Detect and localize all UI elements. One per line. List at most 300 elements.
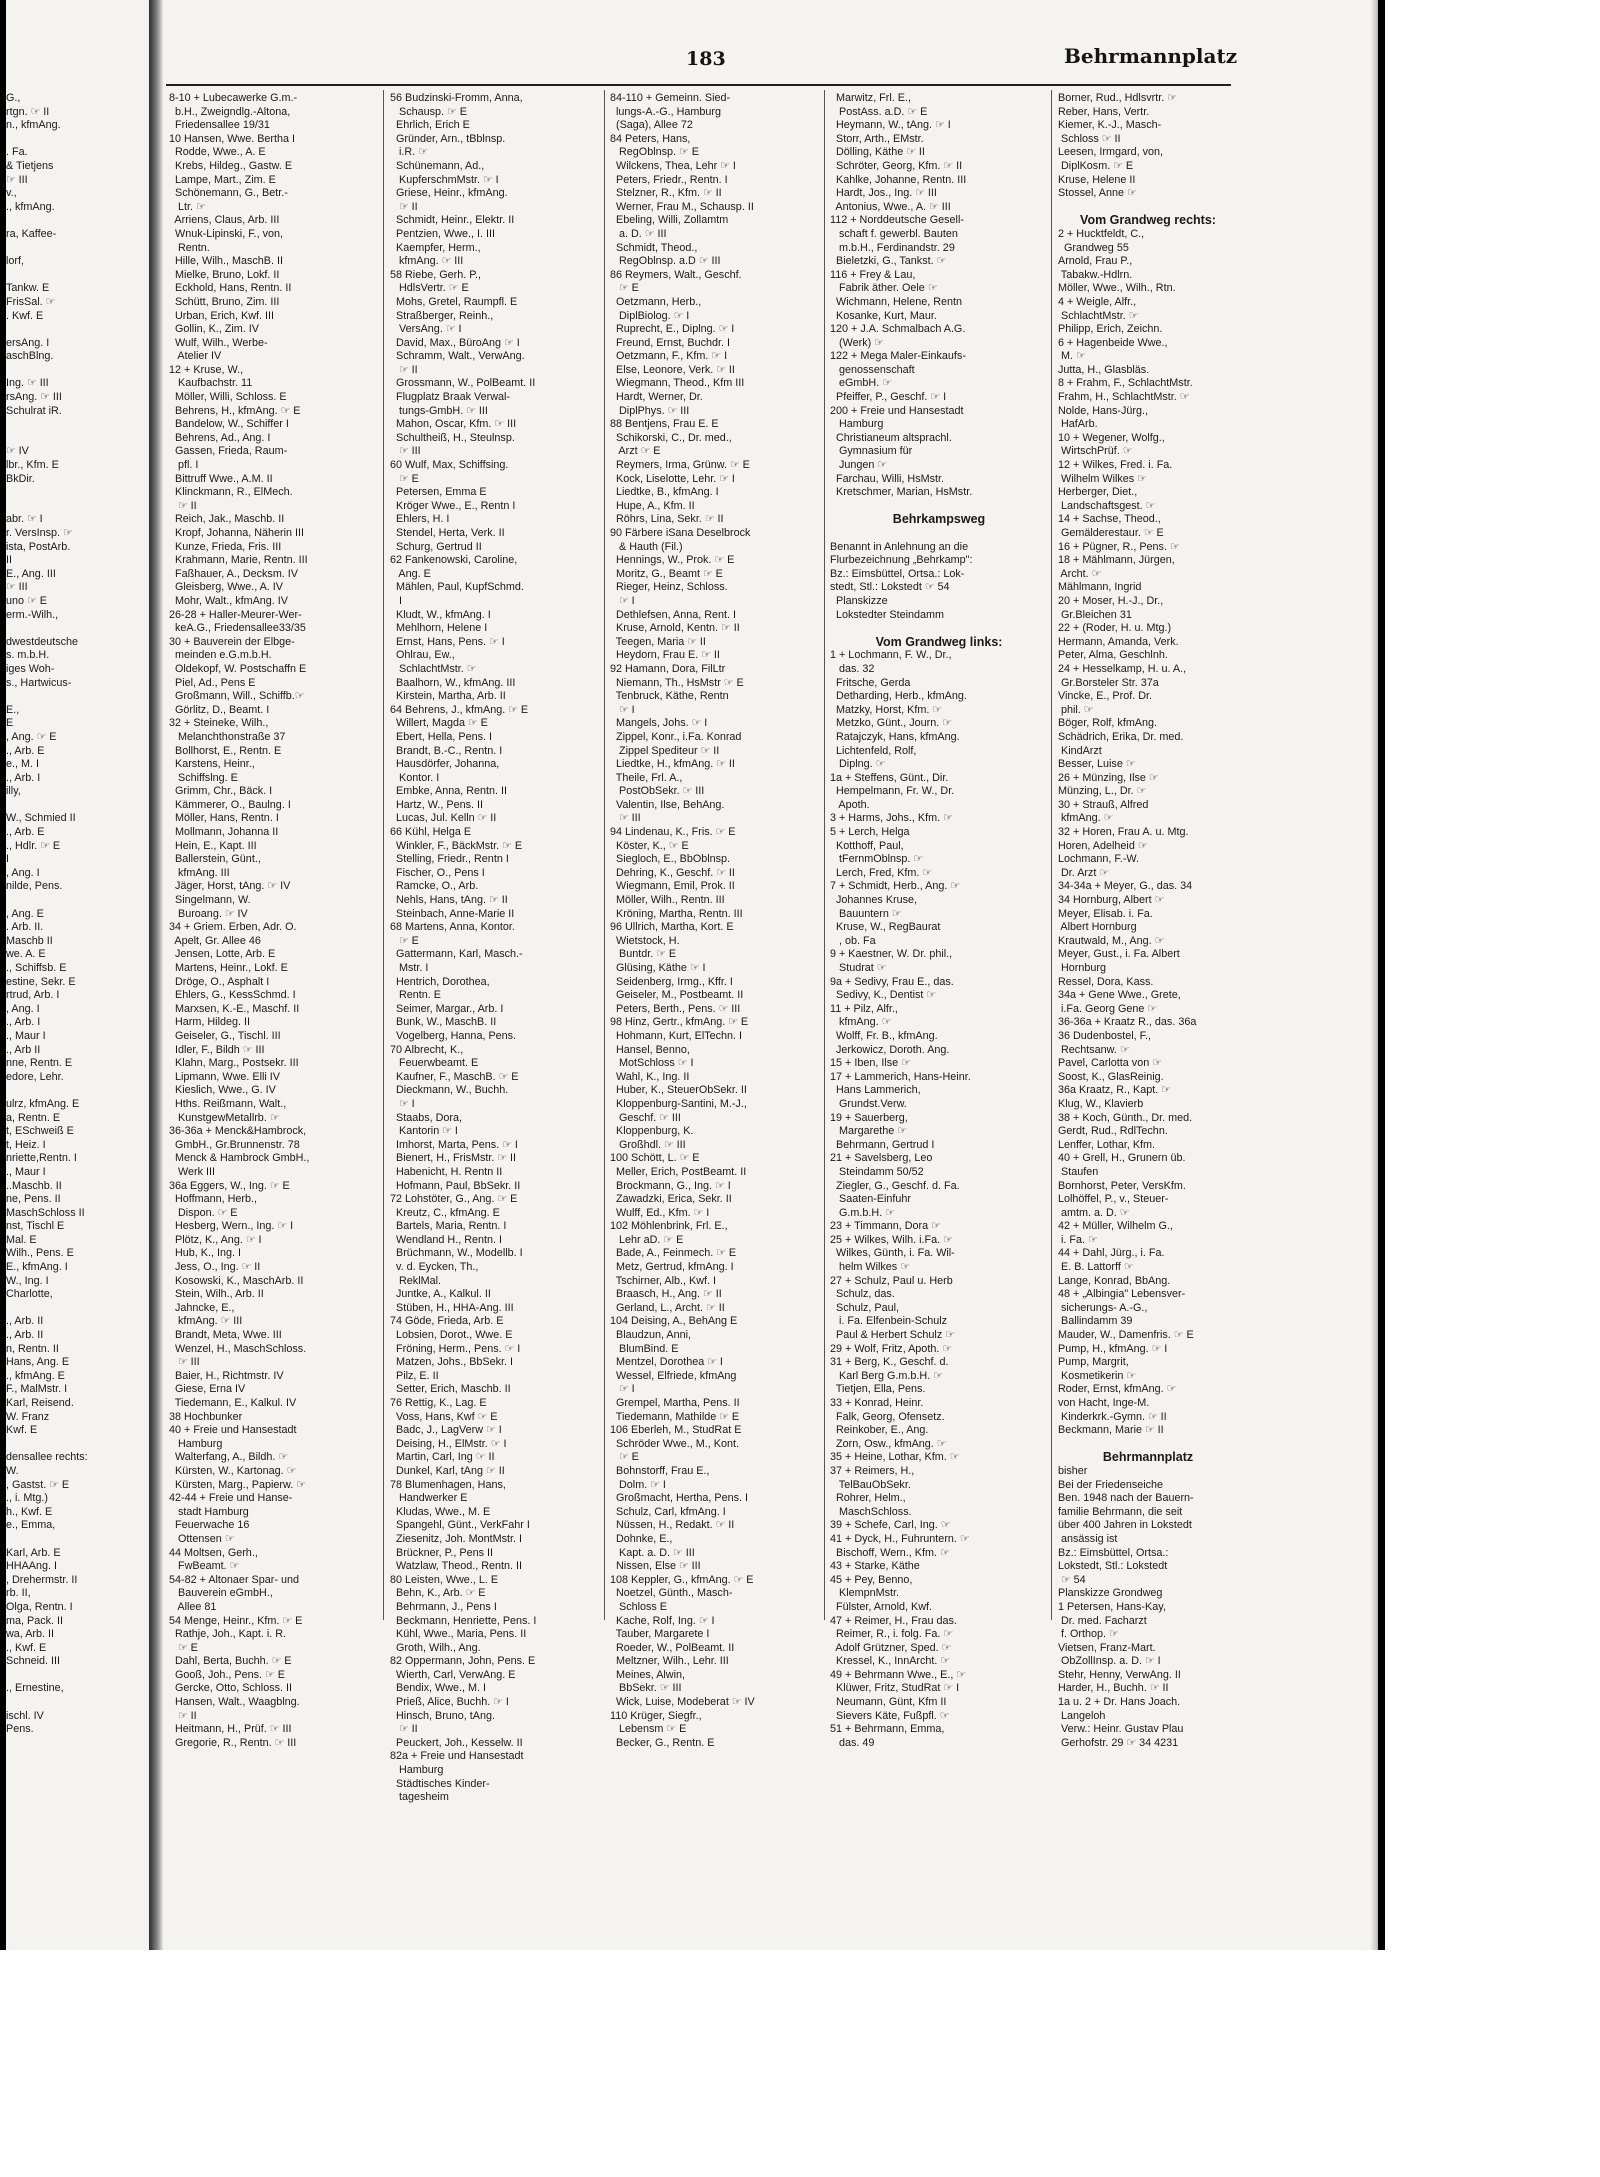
directory-entry-line: Matzen, Johs., BbSekr. I xyxy=(390,1356,514,1369)
directory-entry-line: tFernmOblnsp. ☞ xyxy=(830,853,924,866)
directory-entry-line: Habenicht, H. Rentn II xyxy=(390,1165,503,1178)
directory-entry-line: Wilckens, Thea, Lehr ☞ I xyxy=(610,159,736,172)
directory-entry-line xyxy=(6,364,146,378)
directory-entry-line: W., Schmied II xyxy=(6,812,76,825)
directory-entry-line: Lokstedter Steindamm xyxy=(830,608,945,621)
directory-entry-line: Bittruff Wwe., A.M. II xyxy=(169,472,273,485)
directory-entry-line: 34 Hornburg, Albert ☞ xyxy=(1058,894,1165,907)
directory-entry-line: & Hauth (Fil.) xyxy=(610,540,683,553)
directory-entry-line: Fabrik äther. Oele ☞ xyxy=(830,282,938,295)
directory-entry-line: ., i. Mtg.) xyxy=(6,1492,48,1505)
directory-entry-line: Lenffer, Lothar, Kfm. xyxy=(1058,1138,1156,1151)
directory-entry-line: Krautwald, M., Ang. ☞ xyxy=(1058,934,1165,947)
directory-entry-line: Kruse, W., RegBaurat xyxy=(830,921,941,934)
directory-entry-line: 8-10 + Lubecawerke G.m.- xyxy=(169,92,298,104)
directory-entry-line: rtgn. ☞ II xyxy=(6,105,50,118)
directory-entry-line: Pump, Margrit, xyxy=(1058,1356,1129,1369)
directory-entry-line: 72 Lohstöter, G., Ang. ☞ E xyxy=(390,1193,518,1206)
directory-column-4 xyxy=(830,92,1048,1750)
directory-entry-line: ra, Kaffee- xyxy=(6,227,57,240)
directory-entry-line: ulrz, kfmAng. E xyxy=(6,1097,80,1110)
directory-entry-line: Behrkampsweg xyxy=(892,512,986,527)
directory-entry-line: Ben. 1948 nach der Bauern- xyxy=(1058,1492,1194,1505)
directory-entry-line: Kantorin ☞ I xyxy=(390,1125,458,1138)
directory-entry-line: Dr. med. Facharzt xyxy=(1058,1614,1147,1627)
directory-entry-line: Urban, Erich, Kwf. III xyxy=(169,309,275,322)
directory-entry-line: Reimer, R., i. folg. Fa. ☞ xyxy=(830,1628,954,1641)
directory-entry-line: genossenschaft xyxy=(830,363,915,376)
directory-entry-line: 80 Leisten, Wwe., L. E xyxy=(390,1573,499,1586)
directory-entry-line: Arnold, Frau P., xyxy=(1058,255,1133,268)
directory-entry-line: Storr, Arth., EMstr. xyxy=(830,132,924,145)
directory-entry-line: Lichtenfeld, Rolf, xyxy=(830,744,917,757)
directory-entry-line: 25 + Wilkes, Wilh. i.Fa. ☞ xyxy=(830,1233,953,1246)
directory-entry-line: Vom Grandweg links: xyxy=(875,634,1003,649)
directory-entry-line: Atelier IV xyxy=(169,350,222,363)
directory-entry-line: , Drehermstr. II xyxy=(6,1573,78,1586)
directory-entry-line: KupferschmMstr. ☞ I xyxy=(390,173,499,186)
directory-entry-line: Beckmann, Marie ☞ II xyxy=(1058,1424,1164,1437)
directory-entry-line: 26-28 + Haller-Meurer-Wer- xyxy=(169,608,302,621)
directory-entry-line: ☞ E xyxy=(610,282,639,295)
directory-entry-line: s. m.b.H. xyxy=(6,649,50,662)
directory-entry-line: Hths. Reißmann, Walt., xyxy=(169,1097,287,1110)
directory-entry-line: Kwf. E xyxy=(6,1424,38,1437)
directory-entry-line: SchlachtMstr. ☞ xyxy=(1058,309,1139,322)
directory-entry-line: Fröning, Herm., Pens. ☞ I xyxy=(390,1342,521,1355)
directory-entry-line: 7 + Schmidt, Herb., Ang. ☞ xyxy=(830,880,961,893)
directory-entry-line: pfl. I xyxy=(169,459,199,472)
directory-entry-line: Neumann, Günt, Kfm II xyxy=(830,1696,947,1709)
directory-entry-line: Grandweg 55 xyxy=(1058,241,1129,254)
directory-entry-line: II xyxy=(6,554,12,567)
directory-entry-line: kfmAng. ☞ III xyxy=(390,255,464,268)
directory-entry-line: Benannt in Anlehnung an die xyxy=(830,540,969,553)
directory-entry-line: Paul & Herbert Schulz ☞ xyxy=(830,1329,955,1342)
directory-entry-line: Mal. E xyxy=(6,1233,37,1246)
directory-entry-line: 78 Blumenhagen, Hans, xyxy=(390,1478,506,1491)
directory-entry-line: Seidenberg, Irmg., Kffr. I xyxy=(610,975,733,988)
directory-entry-line: Marxsen, K.-E., Maschf. II xyxy=(169,1002,300,1015)
directory-entry-line: Klahn, Marg., Postsekr. III xyxy=(169,1057,299,1070)
directory-entry-line: Meyer, Gust., i. Fa. Albert xyxy=(1058,948,1180,961)
directory-entry-line: ., Hdlr. ☞ E xyxy=(6,839,61,852)
directory-entry-line: Brandt, Meta, Wwe. III xyxy=(169,1329,282,1342)
directory-entry-line: Maschb II xyxy=(6,934,53,947)
directory-entry-line: Klinckmann, R., ElMech. xyxy=(169,486,293,499)
directory-entry-line: Arzt ☞ E xyxy=(610,445,661,458)
directory-entry-line: Leesen, Irmgard, von, xyxy=(1058,146,1164,159)
directory-entry-line: ☞ E xyxy=(390,472,419,485)
directory-entry-line: I xyxy=(390,594,402,607)
page-number: 183 xyxy=(686,48,726,70)
directory-entry-line: E., Ang. III xyxy=(6,567,56,580)
directory-entry-line: Hausdörfer, Johanna, xyxy=(390,758,500,771)
directory-entry-line: & Tietjens xyxy=(6,159,54,172)
directory-entry-line: 70 Albrecht, K., xyxy=(390,1043,464,1056)
directory-entry-line: W. xyxy=(6,1464,19,1477)
directory-entry-line: Möller, Wilh., Rentn. III xyxy=(610,894,725,907)
directory-entry-line: Stelling, Friedr., Rentn I xyxy=(390,853,509,866)
directory-entry-line: Valentin, Ilse, BehAng. xyxy=(610,798,725,811)
directory-entry-line: lungs-A.-G., Hamburg xyxy=(610,105,722,118)
directory-entry-line: 45 + Pey, Benno, xyxy=(830,1573,913,1586)
directory-entry-line xyxy=(6,1533,146,1547)
directory-entry-line: ☞ I xyxy=(610,1383,635,1396)
directory-entry-line: 14 + Sachse, Theod., xyxy=(1058,513,1161,526)
directory-entry-line: Moritz, G., Beamt ☞ E xyxy=(610,567,723,580)
directory-entry-line: HdlsVertr. ☞ E xyxy=(390,282,469,295)
directory-entry-line: Wulff, Ed., Kfm. ☞ I xyxy=(610,1206,710,1219)
directory-entry-line: Hennings, W., Prok. ☞ E xyxy=(610,554,735,567)
directory-entry-line: Schädrich, Erika, Dr. med. xyxy=(1058,730,1184,743)
directory-entry-line: Wilhelm Wilkes ☞ xyxy=(1058,472,1147,485)
directory-entry-line: Gregorie, R., Rentn. ☞ III xyxy=(169,1736,297,1749)
directory-entry-line: tagesheim xyxy=(390,1791,449,1804)
directory-entry-line: Matzky, Horst, Kfm. ☞ xyxy=(830,703,943,716)
directory-entry-line: Schloss E xyxy=(610,1600,668,1613)
directory-entry-line: Zippel, Konr., i.Fa. Konrad xyxy=(610,730,742,743)
directory-entry-line: Olga, Rentn. I xyxy=(6,1600,73,1613)
directory-entry-line: Mangels, Johs. ☞ I xyxy=(610,717,708,730)
directory-entry-line: nriette,Rentn. I xyxy=(6,1152,77,1165)
directory-entry-line: Hornburg xyxy=(1058,962,1107,974)
directory-entry-line: Bei der Friedenseiche xyxy=(1058,1478,1164,1491)
directory-entry-line: 23 + Timmann, Dora ☞ xyxy=(830,1220,941,1233)
directory-entry-line: Liedtke, B., kfmAng. I xyxy=(610,486,719,499)
directory-entry-line: 48 + „Albingia" Lebensver- xyxy=(1058,1288,1186,1301)
directory-entry-line: Peters, Friedr., Rentn. I xyxy=(610,173,728,186)
directory-entry-line: G.m.b.H. ☞ xyxy=(830,1206,895,1219)
directory-entry-line: TelBauObSekr. xyxy=(830,1478,911,1491)
directory-entry-line: Kloppenburg, K. xyxy=(610,1125,694,1138)
directory-entry-line: 92 Hamann, Dora, FilLtr xyxy=(610,662,726,675)
directory-entry-line: Wiegmann, Emil, Prok. II xyxy=(610,880,735,893)
directory-entry-line: Wierth, Carl, VerwAng. E xyxy=(390,1668,516,1681)
directory-entry-line: Schröter, Georg, Kfm. ☞ II xyxy=(830,159,963,172)
directory-entry-line: Mauder, W., Damenfris. ☞ E xyxy=(1058,1329,1194,1342)
directory-entry-line: helm Wilkes ☞ xyxy=(830,1261,910,1274)
directory-entry-line: Lucas, Jul. Kelln ☞ II xyxy=(390,812,497,825)
directory-entry-line: Fritsche, Gerda xyxy=(830,676,911,689)
directory-entry-line: Theile, Frl. A., xyxy=(610,771,683,784)
directory-entry-line: 102 Möhlenbrink, Frl. E., xyxy=(610,1220,728,1233)
directory-entry-line: Münzing, L., Dr. ☞ xyxy=(1058,785,1147,798)
page-edge xyxy=(1370,0,1378,1950)
directory-entry-line: Kruse, Helene II xyxy=(1058,173,1136,186)
directory-entry-line: Ratajczyk, Hans, kfmAng. xyxy=(830,730,960,743)
directory-entry-line: Schmidt, Theod., xyxy=(610,241,698,254)
directory-entry-line: Fischer, O., Pens I xyxy=(390,866,485,879)
directory-entry-line: ., Arb II xyxy=(6,1043,41,1056)
directory-entry-line: Freund, Ernst, Buchdr. I xyxy=(610,336,731,349)
directory-entry-line: ☞ II xyxy=(390,1723,418,1736)
directory-entry-line: Meines, Alwin, xyxy=(610,1668,686,1681)
directory-entry-line: Jungen ☞ xyxy=(830,459,888,472)
directory-entry-line: Kürsten, Marg., Papierw. ☞ xyxy=(169,1478,306,1491)
directory-entry-line: 16 + Pügner, R., Pens. ☞ xyxy=(1058,540,1180,553)
directory-entry-line: , Ang. ☞ E xyxy=(6,730,57,743)
directory-entry-line: Klug, W., Klavierb xyxy=(1058,1097,1144,1110)
directory-entry-line xyxy=(6,323,146,337)
directory-entry-line: Dröge, O., Asphalt I xyxy=(169,975,270,988)
directory-entry-line: Grimm, Chr., Bäck. I xyxy=(169,785,273,798)
directory-entry-line xyxy=(6,486,146,500)
directory-entry-line: e., Emma, xyxy=(6,1519,56,1532)
directory-entry-line: Straßberger, Reinh., xyxy=(390,309,494,322)
directory-entry-line: Herberger, Diet., xyxy=(1058,486,1138,499)
directory-entry-line: Soost, K., GlasReinig. xyxy=(1058,1070,1164,1083)
directory-entry-line: 31 + Berg, K., Geschf. d. xyxy=(830,1356,949,1369)
directory-entry-line: Flugplatz Braak Verwal- xyxy=(390,391,511,404)
directory-entry-line: Ltr. ☞ xyxy=(169,200,206,213)
directory-entry-line xyxy=(6,690,146,704)
directory-entry-line: Schramm, Walt., VerwAng. xyxy=(390,350,525,363)
directory-entry-line: Hempelmann, Fr. W., Dr. xyxy=(830,785,955,798)
directory-entry-line: Kämmerer, O., Baulng. I xyxy=(169,798,291,811)
directory-entry-line: stedt, Stl.: Lokstedt ☞ 54 xyxy=(830,581,950,594)
directory-entry-line: Jerkowicz, Doroth. Ang. xyxy=(830,1043,950,1056)
directory-entry-line: Städtisches Kinder- xyxy=(390,1777,490,1790)
directory-entry-line: Marwitz, Frl. E., xyxy=(830,92,911,104)
directory-entry-line: Lolhöffel, P., v., Steuer- xyxy=(1058,1193,1169,1206)
directory-entry-line: eGmbH. ☞ xyxy=(830,377,892,390)
directory-entry-line: Karl, Arb. E xyxy=(6,1546,61,1559)
directory-entry-line: Ehrlich, Erich E xyxy=(390,119,470,132)
directory-entry-line: Kache, Rolf, Ing. ☞ I xyxy=(610,1614,715,1627)
directory-entry-line: i.R. ☞ xyxy=(390,146,428,159)
directory-entry-line: Ottensen ☞ xyxy=(169,1532,235,1545)
directory-entry-line: ., kfmAng. E xyxy=(6,1369,65,1382)
directory-entry-line: von Hacht, Inge-M. xyxy=(1058,1397,1150,1409)
directory-entry-line: Behn, K., Arb. ☞ E xyxy=(390,1587,486,1600)
directory-entry-line: Wilkes, Günth, i. Fa. Wil- xyxy=(830,1247,955,1260)
directory-entry-line: (Saga), Allee 72 xyxy=(610,119,693,132)
directory-entry-line: b.H., Zweigndlg.-Altona, xyxy=(169,105,291,118)
directory-entry-line: Dispon. ☞ E xyxy=(169,1206,238,1219)
directory-entry-line: Rieger, Heinz, Schloss. xyxy=(610,581,728,594)
directory-column-1 xyxy=(169,92,381,1750)
directory-entry-line: nilde, Pens. xyxy=(6,880,63,893)
directory-entry-line: Bollhorst, E., Rentn. E xyxy=(169,744,282,757)
directory-entry-line: 44 + Dahl, Jürg., i. Fa. xyxy=(1058,1247,1165,1260)
directory-entry-line: 84-110 + Gemeinn. Sied- xyxy=(610,92,731,104)
directory-entry-line: WirtschPrüf. ☞ xyxy=(1058,445,1133,458)
directory-entry-line: David, Max., BüroAng ☞ I xyxy=(390,336,520,349)
directory-entry-line: Dölling, Käthe ☞ II xyxy=(830,146,925,159)
directory-entry-line: Else, Leonore, Verk. ☞ II xyxy=(610,363,735,376)
directory-entry-line: Brüchmann, W., Modellb. I xyxy=(390,1247,523,1260)
directory-entry-line: 30 + Strauß, Alfred xyxy=(1058,798,1149,811)
directory-entry-line: 88 Bentjens, Frau E. E xyxy=(610,418,719,431)
directory-entry-line: ☞ I xyxy=(390,1097,415,1110)
directory-entry-line xyxy=(6,432,146,446)
directory-entry-line: . Kwf. E xyxy=(6,309,44,322)
directory-entry-line: 17 + Lammerich, Hans-Heinr. xyxy=(830,1070,971,1083)
directory-entry-line: Plötz, K., Ang. ☞ I xyxy=(169,1233,262,1246)
directory-entry-line: Jensen, Lotte, Arb. E xyxy=(169,948,276,961)
directory-entry-line: Behrens, Ad., Ang. I xyxy=(169,431,271,444)
directory-entry-line: 32 + Horen, Frau A. u. Mtg. xyxy=(1058,826,1189,839)
directory-entry-line: Giese, Erna IV xyxy=(169,1383,246,1396)
directory-entry-line: 1 Petersen, Hans-Kay, xyxy=(1058,1600,1166,1613)
directory-entry-line: Farchau, Willi, HsMstr. xyxy=(830,472,944,485)
directory-entry-line: Vietsen, Franz-Mart. xyxy=(1058,1641,1156,1654)
directory-column-3 xyxy=(610,92,822,1750)
directory-entry-line: v. d. Eycken, Th., xyxy=(390,1261,479,1274)
directory-entry-line: Handwerker E xyxy=(390,1492,468,1505)
directory-entry-line: v., xyxy=(6,187,17,200)
directory-entry-line: Hansen, Walt., Waagblng. xyxy=(169,1696,300,1709)
directory-entry-line: KindArzt xyxy=(1058,744,1102,757)
directory-entry-line: W., Ing. I xyxy=(6,1274,49,1287)
directory-entry-line: 36a Eggers, W., Ing. ☞ E xyxy=(169,1179,290,1192)
directory-entry-line: Bauverein eGmbH., xyxy=(169,1587,273,1600)
directory-entry-line: Embke, Anna, Rentn. II xyxy=(390,785,508,798)
directory-entry-line: Zippel Spediteur ☞ II xyxy=(610,744,720,757)
directory-entry-line: BkDir. xyxy=(6,472,35,485)
directory-entry-line: Pens. xyxy=(6,1723,34,1736)
directory-entry-line: Schikorski, C., Dr. med., xyxy=(610,431,732,444)
directory-entry-line: Dohnke, E., xyxy=(610,1532,673,1545)
directory-entry-line: . Arb. II. xyxy=(6,921,44,934)
directory-entry-line: Blaudzun, Anni, xyxy=(610,1329,692,1342)
directory-entry-line xyxy=(830,622,1048,636)
directory-entry-line: 62 Fankenowski, Caroline, xyxy=(390,554,518,567)
directory-entry-line: 6 + Hagenbeide Wwe., xyxy=(1058,336,1168,349)
directory-entry-line: Kaufner, F., MaschB. ☞ E xyxy=(390,1070,519,1083)
directory-entry-line: DiplBiolog. ☞ I xyxy=(610,309,690,322)
previous-page-column xyxy=(6,92,146,1737)
directory-entry-line: HHAAng. I xyxy=(6,1560,58,1573)
directory-entry-line: Brückner, P., Pens II xyxy=(390,1546,494,1559)
directory-entry-line: Dethlefsen, Anna, Rent. I xyxy=(610,608,737,621)
directory-entry-line xyxy=(1058,201,1238,215)
directory-entry-line: Frahm, H., SchlachtMstr. ☞ xyxy=(1058,391,1190,404)
directory-entry-line: Bartels, Maria, Rentn. I xyxy=(390,1220,507,1233)
directory-entry-line: 120 + J.A. Schmalbach A.G. xyxy=(830,323,966,336)
directory-entry-line: Bienert, H., FrisMstr. ☞ II xyxy=(390,1152,517,1165)
directory-entry-line: Kludas, Wwe., M. E xyxy=(390,1505,491,1518)
directory-entry-line: Zorn, Osw., kfmAng. ☞ xyxy=(830,1437,947,1450)
directory-entry-line: ☞ II xyxy=(169,499,197,512)
directory-entry-line: 18 + Mählmann, Jürgen, xyxy=(1058,554,1175,567)
directory-entry-line: Singelmann, W. xyxy=(169,894,251,907)
directory-entry-line: Landschaftsgest. ☞ xyxy=(1058,499,1156,512)
directory-entry-line: 5 + Lerch, Helga xyxy=(830,826,910,839)
directory-entry-line: Kaempfer, Herm., xyxy=(390,241,481,254)
directory-entry-line: Nolde, Hans-Jürg., xyxy=(1058,404,1149,417)
directory-entry-line: Winkler, F., BäckMstr. ☞ E xyxy=(390,839,523,852)
directory-entry-line: Siegloch, E., BbOblnsp. xyxy=(610,853,731,866)
directory-entry-line: Allee 81 xyxy=(169,1600,217,1613)
directory-entry-line xyxy=(1058,1438,1238,1452)
directory-entry-line: Schulz, Paul, xyxy=(830,1301,900,1314)
directory-entry-line: Rechtsanw. ☞ xyxy=(1058,1043,1130,1056)
directory-entry-line: 94 Lindenau, K., Fris. ☞ E xyxy=(610,826,736,839)
directory-entry-line: Badc, J., LagVerw ☞ I xyxy=(390,1424,502,1437)
directory-entry-line: 35 + Heine, Lothar, Kfm. ☞ xyxy=(830,1451,960,1464)
directory-entry-line: Rodde, Wwe., A. E xyxy=(169,146,266,159)
directory-entry-line: Piel, Ad., Pens E xyxy=(169,676,256,689)
directory-entry-line: 104 Deising, A., BehAng E xyxy=(610,1315,738,1328)
directory-entry-line: Stossel, Anne ☞ xyxy=(1058,187,1137,200)
directory-entry-line: Pump, H., kfmAng. ☞ I xyxy=(1058,1342,1168,1355)
directory-column-2 xyxy=(390,92,602,1805)
directory-entry-line: Planskizze Grondweg xyxy=(1058,1587,1163,1600)
directory-entry-line: Gassen, Frieda, Raum- xyxy=(169,445,288,458)
directory-entry-line: abr. ☞ I xyxy=(6,513,43,526)
directory-entry-line xyxy=(830,527,1048,541)
directory-entry-line: Lipmann, Wwe. Elli IV xyxy=(169,1070,281,1083)
directory-entry-line: Imhorst, Marta, Pens. ☞ I xyxy=(390,1138,518,1151)
directory-entry-line: Rentn. E xyxy=(390,989,442,1002)
directory-entry-line: n., kfmAng. xyxy=(6,119,61,132)
directory-entry-line: Langeloh xyxy=(1058,1709,1106,1722)
directory-entry-line: 36-36a + Kraatz R., das. 36a xyxy=(1058,1016,1197,1029)
directory-entry-line: , Gastst. ☞ E xyxy=(6,1478,70,1491)
directory-entry-line: SchlachtMstr. ☞ xyxy=(390,662,477,675)
directory-entry-line: Ernst, Hans, Pens. ☞ I xyxy=(390,635,505,648)
directory-entry-line: 122 + Mega Maler-Einkaufs- xyxy=(830,350,966,363)
directory-entry-line: PostObSekr. ☞ III xyxy=(610,785,705,798)
directory-entry-line: Metz, Gertrud, kfmAng. I xyxy=(610,1261,734,1274)
directory-entry-line: Wahl, K., Ing. II xyxy=(610,1070,690,1083)
directory-entry-line: Werner, Frau M., Schausp. II xyxy=(610,200,754,213)
directory-entry-line: Bischoff, Wern., Kfm. ☞ xyxy=(830,1546,950,1559)
directory-entry-line: Mentzel, Dorothea ☞ I xyxy=(610,1356,723,1369)
directory-entry-line: Schneid. III xyxy=(6,1655,61,1668)
directory-entry-line: ., Arb. II xyxy=(6,1329,44,1342)
directory-entry-line: Kressel, K., InnArcht. ☞ xyxy=(830,1655,951,1668)
directory-entry-line: Mohr, Walt., kfmAng. IV xyxy=(169,594,288,607)
directory-entry-line: ., Ernestine, xyxy=(6,1682,64,1695)
directory-entry-line: 8 + Frahm, F., SchlachtMstr. xyxy=(1058,377,1193,390)
directory-entry-line xyxy=(6,622,146,636)
directory-entry-line: 108 Keppler, G., kfmAng. ☞ E xyxy=(610,1573,754,1586)
directory-entry-line: Ohlrau, Ew., xyxy=(390,649,455,662)
directory-entry-line: PostAss. a.D. ☞ E xyxy=(830,105,928,118)
directory-entry-line: Kröger Wwe., E., Rentn I xyxy=(390,499,516,512)
directory-entry-line: Kapt. a. D. ☞ III xyxy=(610,1546,695,1559)
directory-entry-line: Kludt, W., kfmAng. I xyxy=(390,608,491,621)
directory-entry-line: , Ang. I xyxy=(6,1002,40,1015)
directory-entry-line: Schmidt, Heinr., Elektr. II xyxy=(390,214,515,227)
directory-entry-line: Gerland, L., Archt. ☞ II xyxy=(610,1301,725,1314)
directory-entry-line: iges Woh- xyxy=(6,662,55,675)
directory-entry-line: Bandelow, W., Schiffer I xyxy=(169,418,289,431)
directory-entry-line: Böger, Rolf, kfmAng. xyxy=(1058,717,1158,730)
directory-entry-line: Wolff, Fr. B., kfmAng. xyxy=(830,1029,938,1042)
directory-entry-line: M. ☞ xyxy=(1058,350,1086,363)
directory-entry-line: ☞ I xyxy=(610,594,635,607)
directory-entry-line: Walterfang, A., Bildh. ☞ xyxy=(169,1451,289,1464)
directory-entry-line: 41 + Dyck, H., Fuhruntern. ☞ xyxy=(830,1532,970,1545)
directory-entry-line: Vom Grandweg rechts: xyxy=(1080,213,1216,228)
directory-entry-line: schaft f. gewerbl. Bauten xyxy=(830,227,958,240)
directory-entry-line: Schultheiß, H., Steulnsp. xyxy=(390,431,515,444)
directory-entry-line: Großmacht, Hertha, Pens. I xyxy=(610,1492,749,1505)
directory-entry-line: Ziesenitz, Joh. MontMstr. I xyxy=(390,1532,523,1545)
directory-entry-line: Geiseler, G., Tischl. III xyxy=(169,1029,281,1042)
directory-entry-line: Köster, K., ☞ E xyxy=(610,839,689,852)
directory-entry-line: Margarethe ☞ xyxy=(830,1125,907,1138)
directory-entry-line: ersAng. I xyxy=(6,336,50,349)
directory-entry-line: Idler, F., Bildh ☞ III xyxy=(169,1043,265,1056)
directory-entry-line: kfmAng. ☞ III xyxy=(169,1315,243,1328)
directory-entry-line: ., Arb. I xyxy=(6,1016,41,1029)
directory-entry-line: Stüben, H., HHA-Ang. III xyxy=(390,1301,514,1314)
